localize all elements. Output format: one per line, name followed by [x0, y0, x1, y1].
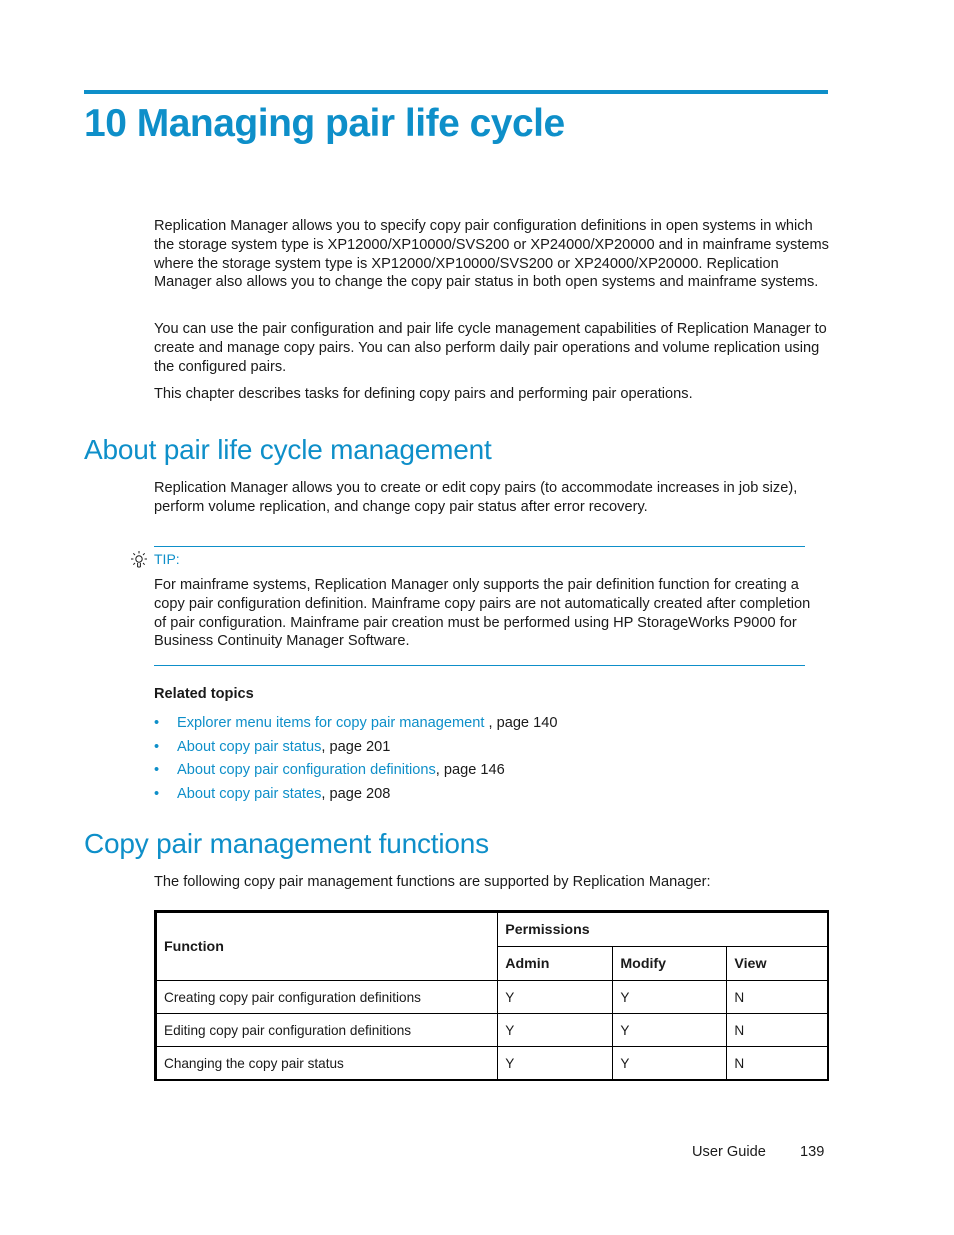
chapter-title: 10 Managing pair life cycle [84, 102, 565, 145]
copy-functions-paragraph: The following copy pair management functions are supported by Replication Manager: [154, 874, 711, 890]
tip-rule-bottom [154, 665, 805, 666]
cell-view: N [727, 981, 828, 1014]
cell-modify: Y [613, 981, 727, 1014]
header-permissions: Permissions [498, 912, 828, 947]
footer-guide-label: User Guide [692, 1144, 766, 1160]
related-topic-item [154, 783, 557, 807]
table-row [156, 1047, 829, 1081]
about-paragraph: Replication Manager allows you to create or edit copy pairs (to accommodate increases in job size), perform volume replication, and change copy pair status after error recovery. [154, 480, 798, 515]
table-row [156, 1014, 829, 1047]
related-topic-item [154, 736, 557, 760]
chapter-top-rule [84, 90, 828, 94]
related-topic-link-copy-pair-states[interactable]: About copy pair states [177, 785, 322, 802]
related-topic-link-explorer-menu[interactable]: Explorer menu items for copy pair management [177, 715, 485, 731]
section-heading-copy-pair-functions: Copy pair management functions [84, 828, 489, 859]
cell-admin: Y [498, 1047, 613, 1081]
tip-rule-top [154, 546, 805, 547]
cell-admin: Y [498, 1014, 613, 1047]
related-topic-page: , page 208 [321, 785, 391, 802]
intro-paragraph-1: Replication Manager allows you to specify copy pair configuration definitions in open systems in which the storage system type is XP12000/XP10000/SVS200 or XP24000/XP20000 and in mainframe systems where the storage system type is XP12000/XP10000/SVS200 or XP24000/XP20000. Replication Manager also allows you to change the copy pair status in both open systems and mainframe systems. [154, 218, 829, 291]
cell-function: Creating copy pair configuration definitions [156, 981, 498, 1014]
bullet-icon: • [154, 762, 160, 779]
related-topic-link-configuration-definitions[interactable]: About copy pair configuration definitions [177, 762, 436, 779]
intro-paragraph-2: You can use the pair configuration and pair life cycle management capabilities of Replication Manager to create and manage copy pairs. You can also perform daily pair operations and volume replication using the configured pairs. [154, 321, 827, 375]
bullet-icon: • [154, 715, 160, 731]
related-topic-page: , page 140 [484, 715, 558, 731]
header-function: Function [156, 912, 498, 981]
related-topics-list [154, 712, 557, 806]
cell-function: Changing the copy pair status [156, 1047, 498, 1081]
related-topic-page: , page 201 [321, 738, 391, 755]
tip-label: TIP: [154, 551, 180, 567]
header-view: View [727, 947, 828, 981]
related-topic-page: , page 146 [435, 762, 505, 779]
header-modify: Modify [613, 947, 727, 981]
related-topic-item [154, 759, 557, 783]
section-heading-about: About pair life cycle management [84, 434, 492, 465]
footer-page-number: 139 [800, 1144, 825, 1160]
bullet-icon: • [154, 738, 160, 755]
table-row [156, 981, 829, 1014]
related-topics-heading: Related topics [154, 686, 254, 702]
cell-modify: Y [613, 1047, 727, 1081]
cell-modify: Y [613, 1014, 727, 1047]
header-admin: Admin [498, 947, 613, 981]
cell-function: Editing copy pair configuration definitions [156, 1014, 498, 1047]
cell-view: N [727, 1047, 828, 1081]
cell-view: N [727, 1014, 828, 1047]
related-topic-item [154, 712, 557, 736]
related-topic-link-copy-pair-status[interactable]: About copy pair status [177, 738, 322, 755]
permissions-table [154, 910, 829, 1081]
bullet-icon: • [154, 785, 160, 802]
table-header-row [156, 912, 829, 947]
lightbulb-icon [130, 550, 148, 570]
cell-admin: Y [498, 981, 613, 1014]
tip-text: For mainframe systems, Replication Manager only supports the pair definition function for creating a copy pair configuration definition. Mainframe copy pairs are not automatically created after completion of pair configuration. Mainframe pair creation must be performed using HP StorageWorks P9000 for Business Continuity Manager Software. [154, 577, 811, 650]
intro-paragraph-3: This chapter describes tasks for defining copy pairs and performing pair operations. [154, 386, 693, 402]
